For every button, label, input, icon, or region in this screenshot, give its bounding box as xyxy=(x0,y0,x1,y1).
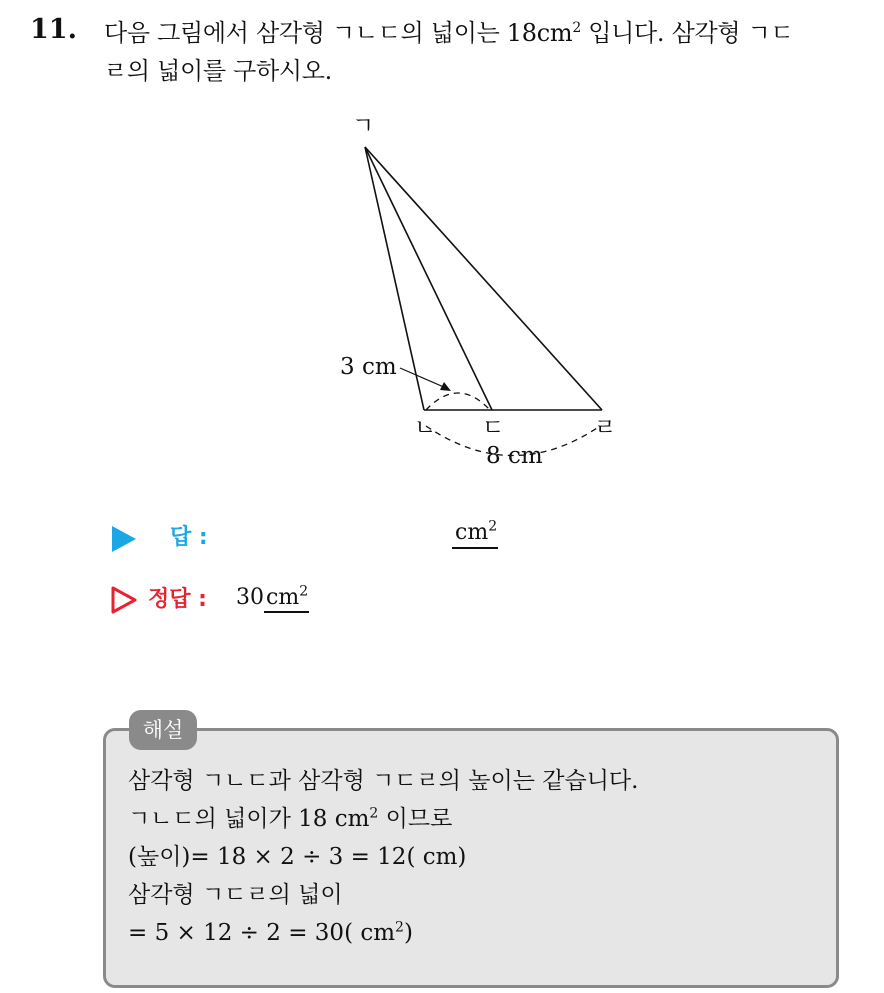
triangle-diagram xyxy=(330,110,630,470)
question-text-part1: 다음 그림에서 삼각형 ㄱㄴㄷ의 넓이는 18 xyxy=(104,19,537,47)
explanation-line-2 xyxy=(128,800,828,838)
correct-answer-unit: cm xyxy=(266,585,300,610)
answer-label: 답 : xyxy=(170,525,208,550)
triangle-figure xyxy=(330,110,630,470)
question-text-part2: 입니다. 삼각형 ㄱㄷ xyxy=(580,19,794,47)
edge-top-right xyxy=(365,147,602,410)
correct-answer-unit-exponent: 2 xyxy=(299,583,309,600)
pointer-line xyxy=(400,368,446,388)
explanation-line-4: 삼각형 ㄱㄷㄹ의 넓이 xyxy=(128,882,343,908)
explanation-line-5-b: ) xyxy=(403,920,413,946)
vertex-label-left: ㄴ xyxy=(414,415,437,441)
explanation-line-5-a: = 5 × 12 ÷ 2 = 30( cm xyxy=(128,920,396,946)
vertex-label-top: ㄱ xyxy=(352,113,375,139)
correct-answer-unit-wrap xyxy=(264,585,309,613)
question-text xyxy=(104,14,864,90)
answer-unit: cm xyxy=(455,520,489,545)
question-text-line2: ㄹ의 넓이를 구하시오. xyxy=(104,57,332,85)
vertex-label-mid: ㄷ xyxy=(482,415,505,441)
explanation-line-2-b: 이므로 xyxy=(378,806,453,832)
label-8cm: 8 cm xyxy=(486,443,543,469)
correct-answer-label: 정답 : xyxy=(148,587,207,612)
explanation-line-5 xyxy=(128,914,828,952)
explanation-line-1: 삼각형 ㄱㄴㄷ과 삼각형 ㄱㄷㄹ의 높이는 같습니다. xyxy=(128,768,639,794)
question-unit: cm xyxy=(536,19,573,47)
vertex-label-right: ㄹ xyxy=(594,415,617,441)
explanation-text xyxy=(128,762,828,952)
answer-blank-unit xyxy=(452,520,498,549)
explanation-line-3: (높이)= 18 × 2 ÷ 3 = 12( cm) xyxy=(128,844,467,870)
question-unit-exponent: 2 xyxy=(572,20,581,36)
label-3cm: 3 cm xyxy=(340,354,397,380)
explanation-line-5-exp: 2 xyxy=(395,919,404,936)
arc-short-base xyxy=(426,393,490,410)
explanation-line-2-a: ㄱㄴㄷ의 넓이가 18 cm xyxy=(128,806,370,832)
question-number: 11. xyxy=(30,14,77,45)
explanation-line-2-exp: 2 xyxy=(369,805,379,822)
answer-arrow-icon xyxy=(112,526,136,552)
correct-arrow-icon xyxy=(110,585,138,615)
answer-unit-exponent: 2 xyxy=(488,518,498,535)
correct-answer-number: 30 xyxy=(236,585,264,610)
correct-answer-value xyxy=(236,584,309,612)
explanation-tag: 해설 xyxy=(129,710,197,750)
